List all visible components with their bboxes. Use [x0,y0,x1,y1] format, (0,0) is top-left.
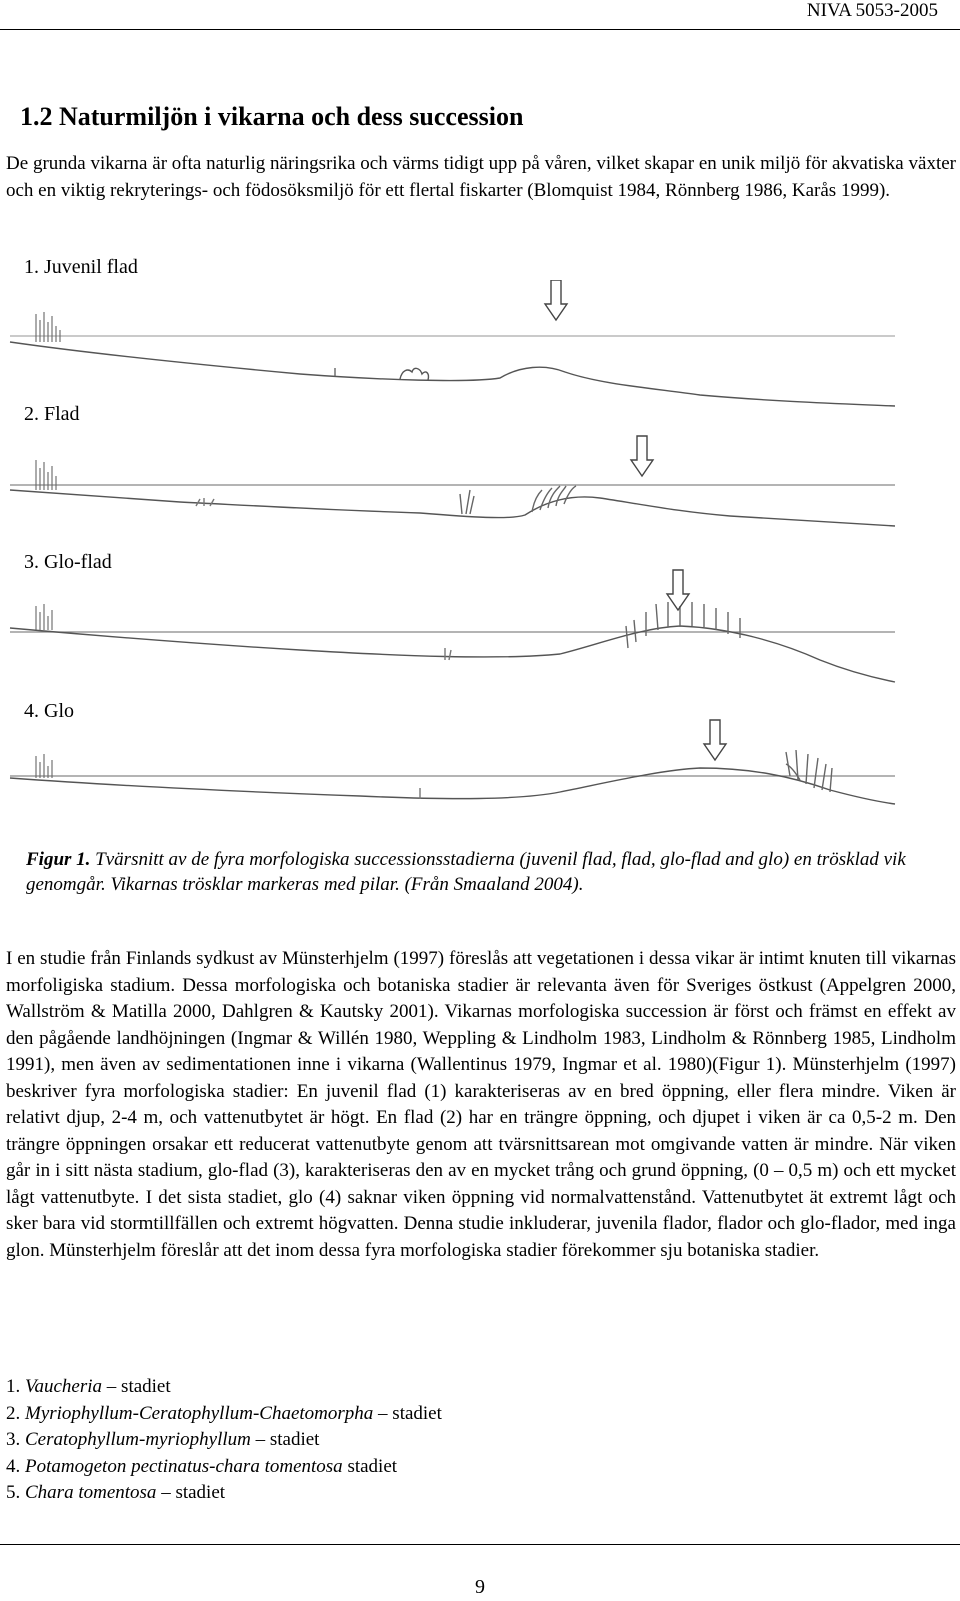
figure-caption [26,847,926,897]
algae-clump [400,368,428,380]
panel-juvenil-flad [10,280,895,406]
threshold-arrow [545,280,567,320]
list-item: 1. Vaucheria – stadiet [6,1376,171,1397]
stage-label-flad: 2. Flad [24,403,80,425]
intro-paragraph: De grunda vikarna är ofta naturlig näringsrika och värms tidigt upp på våren, vilket skapar en unik miljö för akvatiska växter och en viktig rekryterings- och födosöksmiljö för ett flertal fiskarter (Blomquist 1984, Rönnberg 1986, Karås 1999). [6,153,956,201]
stage-label-glo-flad: 3. Glo-flad [24,551,112,573]
list-item: 3. Ceratophyllum-myriophyllum – stadiet [6,1429,320,1450]
reed-plants [36,604,52,630]
figure-caption-label: Figur 1. [26,849,91,870]
header-rule [0,29,960,30]
threshold-arrow [631,436,653,476]
threshold-arrow [667,570,689,610]
botanical-stage-list [6,1374,442,1507]
emergent-plants [786,750,832,792]
section-title: 1.2 Naturmiljön i vikarna och dess succession [20,102,524,131]
panel-flad [10,436,895,526]
cross-section-figure [0,280,960,825]
panel-glo [10,720,895,804]
stage-label-juvenil-flad: 1. Juvenil flad [24,256,138,278]
page-number: 9 [475,1576,485,1598]
threshold-arrow [704,720,726,760]
report-code: NIVA 5053-2005 [806,0,938,21]
footer-rule [0,1544,960,1545]
reed-plants [36,754,52,778]
emergent-plants [626,602,740,648]
list-item: 5. Chara tomentosa – stadiet [6,1482,226,1503]
body-paragraph: I en studie från Finlands sydkust av Münsterhjelm (1997) föreslås att vegetationen i dessa vikar är intimt knuten till vikarnas morfoligiska stadium. Dessa morfologiska och botaniska stadier är relevanta även för Sveriges östkust (Appelgren 2000, Wallström & Matilla 2000, Dahlgren & Kautsky 2001). Vikarnas morfologiska succession är först och främst en effekt av den pågående landhöjningen (Ingmar & Willén 1980, Weppling & Lindholm 1983, Lindholm & Rönnberg 1985, Lindholm 1991), men även av sedimentationen inne i vikarna (Wallentinus 1979, Ingmar et al. 1980)(Figur 1). Münsterhjelm (1997) beskriver fyra morfologiska stadier: En juvenil flad (1) karakteriseras av en bred öppning, eller flera mindre. Viken är relativt djup, 2-4 m, och vattenutbytet är högt. En flad (2) har en trängre öppning, och djupet i viken är ca 0,5-2 m. Den trängre öppningen orsakar ett reducerat vattenutbyte genom att tvärsnittsarean mot omgivande vatten är mindre. När viken går in i sitt nästa stadium, glo-flad (3), karakteriseras den av en mycket trång och grund öppning, (0 – 0,5 m) och ett mycket lågt vattenutbyte. I det sista stadiet, glo (4) saknar viken öppning vid normalvattenstånd. Vattenutbytet ät extremt lågt och sker bara vid stormtillfällen och extremt högvatten. Denna studie inkluderar, juvenila flador, flador och glo-flador, med inga glon. Münsterhjelm föreslår att det inom dessa fyra morfologiska stadier förekommer sju botaniska stadier. [6,948,956,1261]
stage-label-glo: 4. Glo [24,700,74,722]
panel-glo-flad [10,570,895,682]
reed-plants [36,312,60,342]
list-item: 2. Myriophyllum-Ceratophyllum-Chaetomorpha – stadiet [6,1402,442,1424]
figure-caption-text: Tvärsnitt av de fyra morfologiska successionsstadierna (juvenil flad, flad, glo-flad and glo) en trösklad vik genomgår. Vikarnas trösklar markeras med pilar. (Från Smaaland 2004). [26,849,906,895]
list-item: 4. Potamogeton pectinatus-chara tomentosa stadiet [6,1455,398,1477]
